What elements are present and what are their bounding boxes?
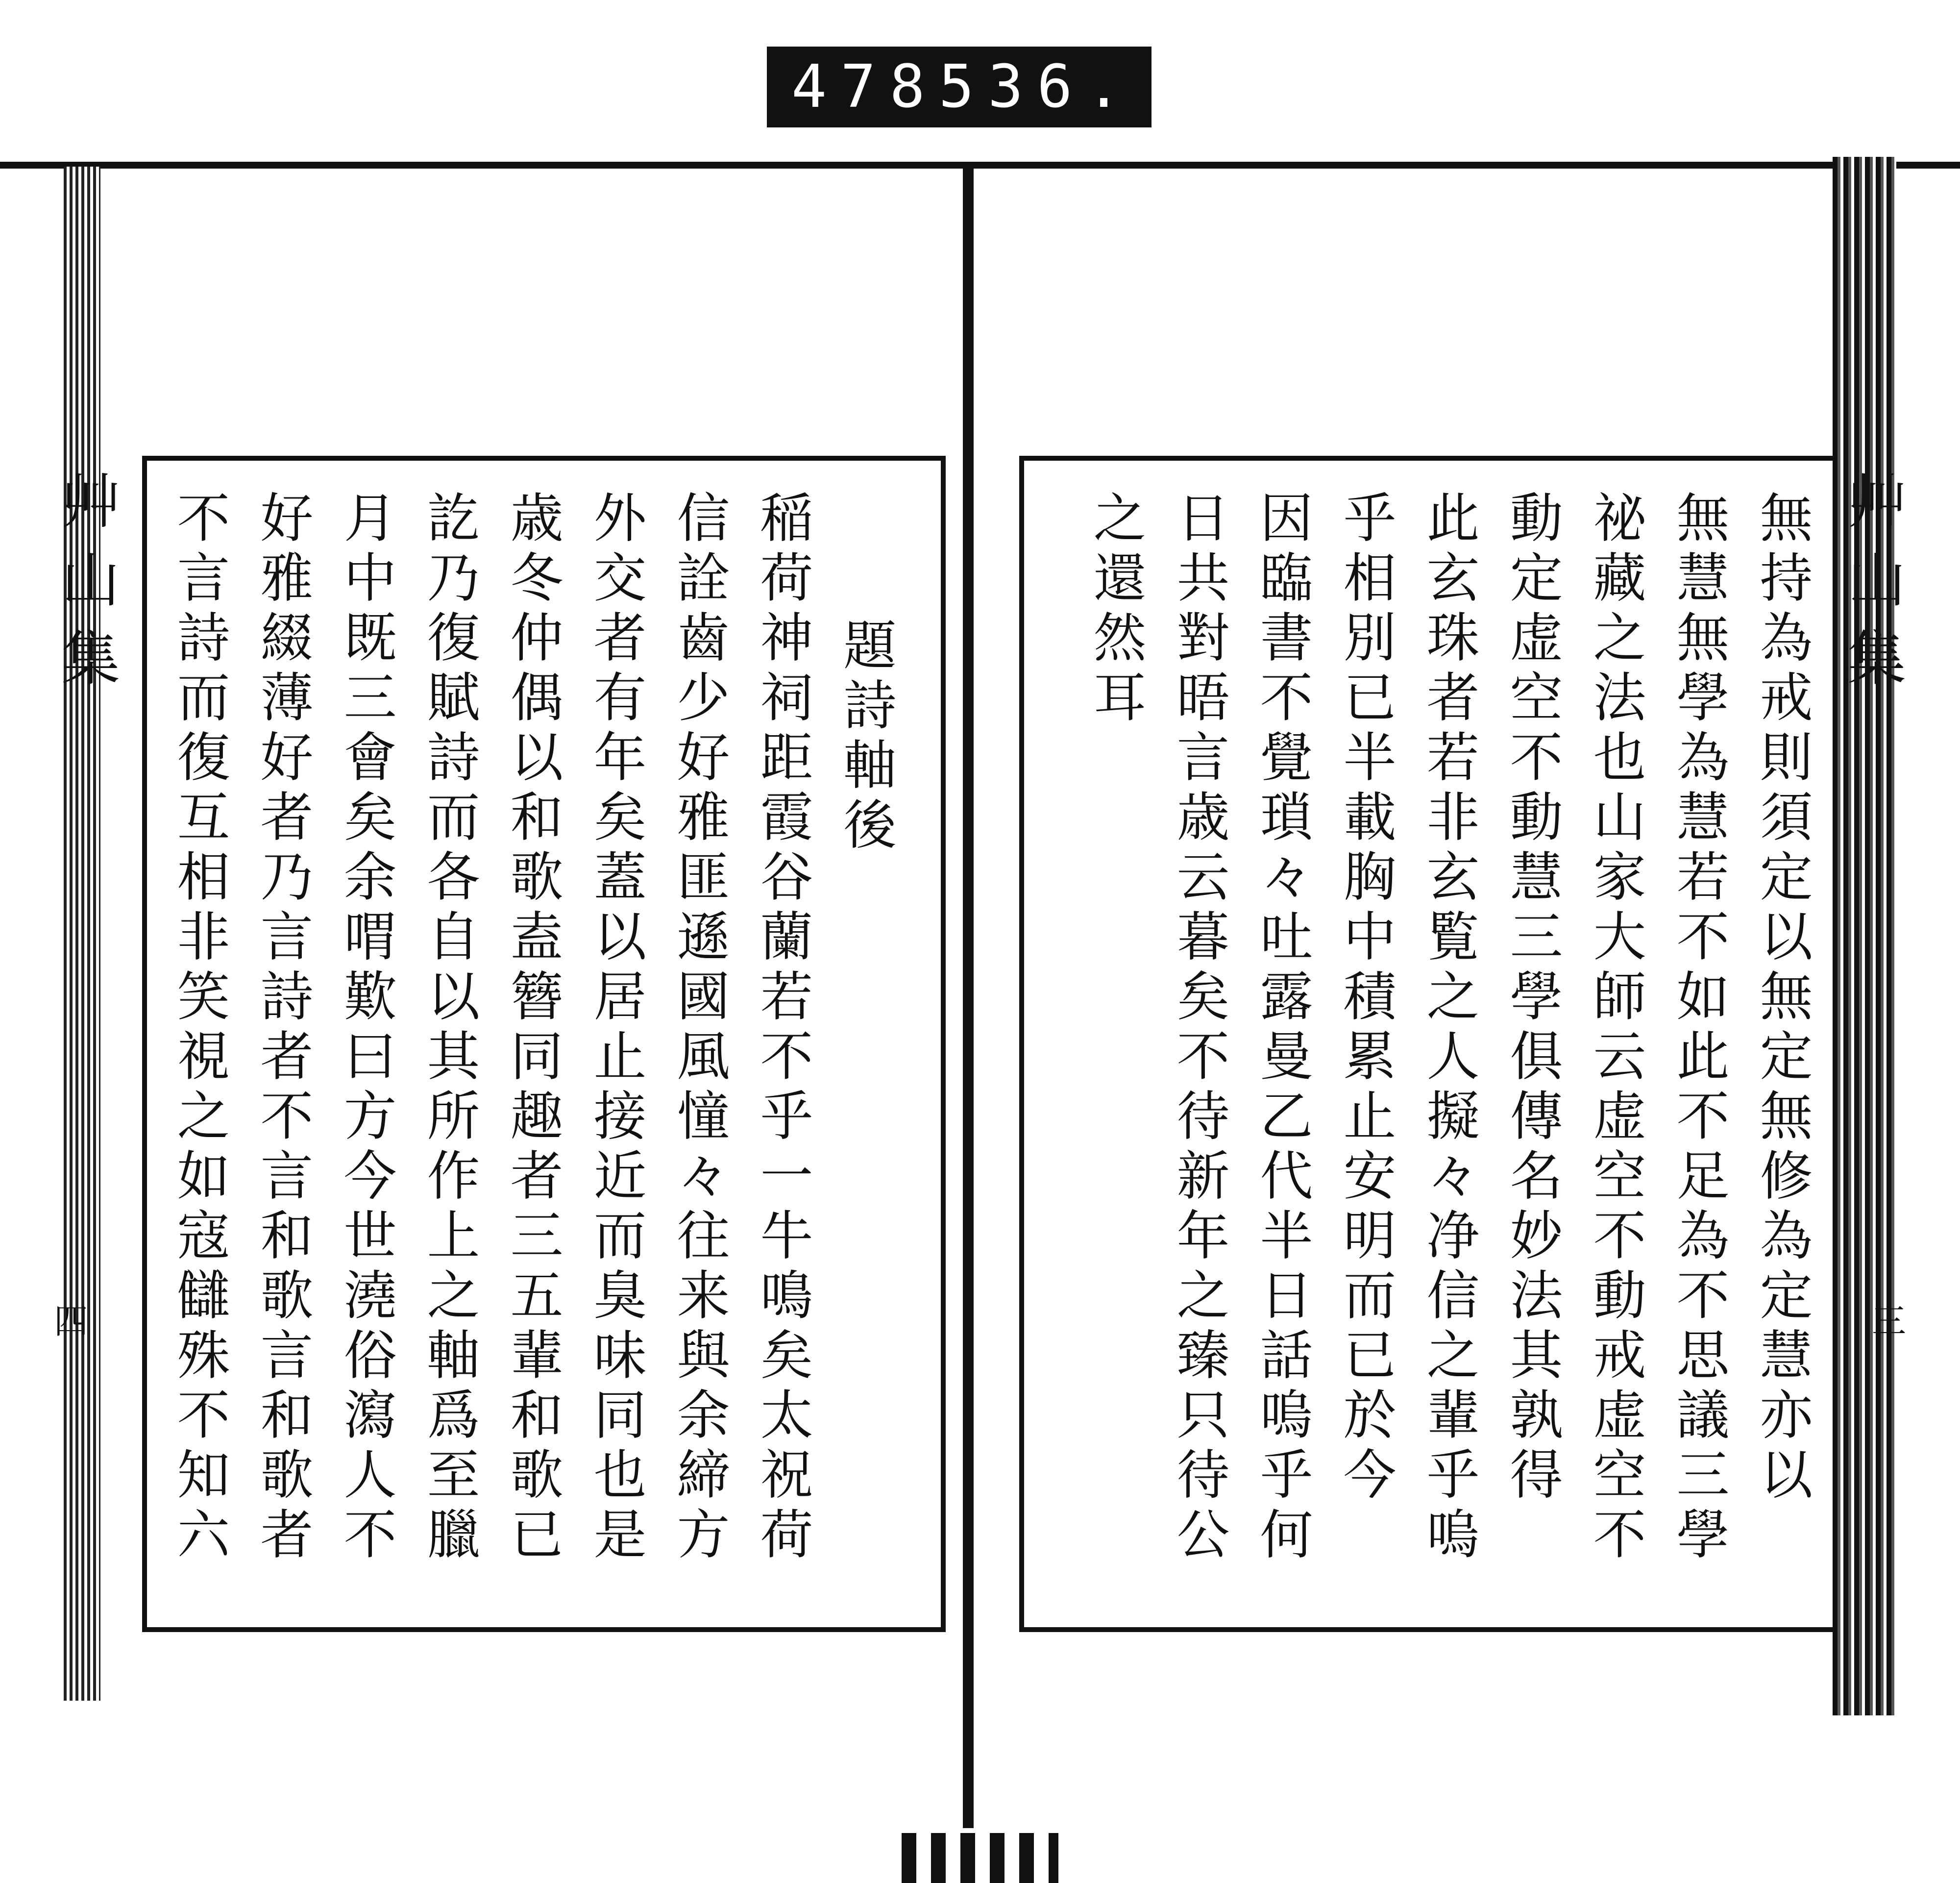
right-page-header: 艸山集 (1838, 471, 1906, 706)
text-column: 日共對晤言歳云暮矣不待新年之臻只待公 (1168, 490, 1229, 1566)
text-column: 外交者有年矣蓋以居止接近而臭味同也是 (585, 490, 646, 1566)
book-top-edge (0, 162, 1960, 169)
text-column: 無慧無學為慧若不如此不足為不思議三學 (1667, 490, 1729, 1566)
text-column: 信詮齒少好雅匪遜國風憧々往来與余締方 (668, 490, 729, 1566)
text-column: 訖乃復賦詩而各自以其所作上之軸爲至臘 (418, 490, 479, 1566)
frame-number-left: 478 (791, 53, 939, 121)
text-column-title: 題詩軸後 (834, 618, 896, 857)
text-column: 無持為戒則須定以無定無修為定慧亦以 (1751, 490, 1812, 1507)
left-page-number: 四 (54, 1301, 88, 1341)
text-column: 之還然耳 (1084, 490, 1146, 729)
right-page-number: 三 (1872, 1301, 1906, 1341)
left-page-text (157, 490, 906, 1566)
frame-number-right: 536. (938, 53, 1135, 121)
registration-marks (902, 1833, 1058, 1883)
text-column: 歳冬仲偶以和歌盍簪同趣者三五輩和歌已 (501, 490, 563, 1566)
film-frame-label (767, 47, 1152, 127)
text-column: 稲荷神祠距霞谷蘭若不乎一牛鳴矣太祝荷 (751, 490, 812, 1566)
text-column: 月中既三會矣余喟歎曰方今世澆俗瀉人不 (335, 490, 396, 1566)
book-spine (963, 162, 974, 1828)
left-page-header: 艸山集 (51, 471, 120, 706)
text-column: 因臨書不覺瑣々吐露曼乙代半日話嗚乎何 (1251, 490, 1312, 1566)
text-column: 乎相別已半載胸中積累止安明而已於今 (1334, 490, 1396, 1507)
right-page-text (1073, 490, 1823, 1566)
right-page-frame (1019, 456, 1906, 1632)
text-column: 不言詩而復互相非笑視之如寇讎殊不知六 (168, 490, 229, 1566)
text-column: 好雅綴薄好者乃言詩者不言和歌言和歌者 (251, 490, 313, 1566)
text-column: 動定虚空不動慧三學俱傳名妙法其孰得 (1501, 490, 1562, 1507)
text-column: 祕藏之法也山家大師云虚空不動戒虚空不 (1584, 490, 1645, 1566)
text-column: 此玄珠者若非玄覧之人擬々净信之輩乎嗚 (1418, 490, 1479, 1566)
left-page-frame (51, 456, 946, 1632)
